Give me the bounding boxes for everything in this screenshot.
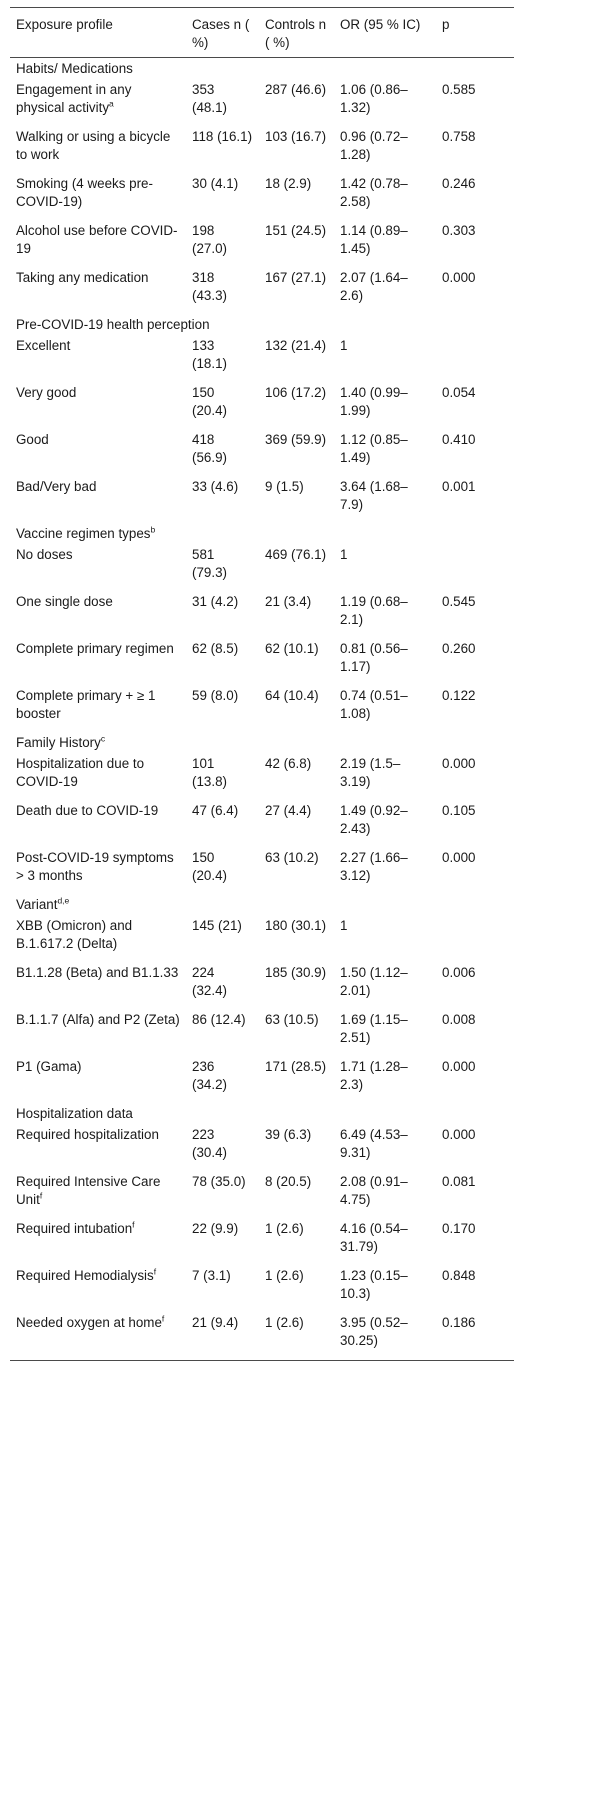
exposure-profile-table (10, 7, 514, 1361)
section-label: Family History$^c$ (16, 733, 106, 750)
p-value-cell: 0.008 (442, 1012, 476, 1027)
cases-cell: 198 (27.0) (192, 223, 227, 256)
section-header-row (10, 523, 514, 544)
exposure-cell: Required Intensive Care Unit$^f$ (16, 1174, 161, 1207)
p-value-cell: 0.848 (442, 1268, 476, 1283)
footnote-marker: a (109, 98, 114, 109)
controls-cell: 63 (10.5) (265, 1012, 319, 1027)
exposure-cell: Hospitalization due to COVID-19 (16, 756, 145, 789)
odds-ratio-cell: 1.71 (1.28–2.3) (340, 1059, 408, 1092)
p-value-cell: 0.000 (442, 756, 476, 771)
section-header-row (10, 1103, 514, 1124)
exposure-cell: Alcohol use before COVID-19 (16, 223, 178, 256)
cases-cell: 581 (79.3) (192, 547, 227, 580)
table-row (10, 1312, 514, 1361)
controls-cell: 106 (17.2) (265, 385, 327, 400)
controls-cell: 167 (27.1) (265, 270, 327, 285)
cases-cell: 318 (43.3) (192, 270, 227, 303)
controls-cell: 62 (10.1) (265, 641, 319, 656)
controls-cell: 185 (30.9) (265, 965, 327, 980)
controls-cell: 1 (2.6) (259, 1312, 334, 1361)
cases-cell: 101 (13.8) (192, 756, 227, 789)
cases-cell: 150 (20.4) (192, 385, 227, 418)
cases-cell: 21 (9.4) (186, 1312, 259, 1361)
table-row (10, 173, 514, 220)
odds-ratio-cell: 0.81 (0.56–1.17) (340, 641, 408, 674)
table-row (10, 753, 514, 800)
footnote-marker: f (39, 1190, 43, 1201)
footnote-marker: d,e (57, 895, 70, 906)
controls-cell: 287 (46.6) (265, 82, 327, 97)
table-row (10, 915, 514, 962)
footnote-marker: b (150, 524, 156, 535)
odds-ratio-cell: 1.06 (0.86–1.32) (340, 82, 408, 115)
section-label: Vaccine regimen types$^b$ (16, 524, 156, 541)
table-row (10, 1171, 514, 1218)
cases-cell: 33 (4.6) (192, 479, 239, 494)
controls-cell: 180 (30.1) (265, 918, 327, 933)
cases-cell: 22 (9.9) (192, 1221, 239, 1236)
cases-cell: 47 (6.4) (192, 803, 239, 818)
table-row (10, 1124, 514, 1171)
odds-ratio-cell: 1.12 (0.85–1.49) (340, 432, 408, 465)
header-p: p (436, 8, 514, 58)
exposure-cell: Complete primary + ≥ 1 booster (16, 688, 156, 721)
table-row (10, 220, 514, 267)
section-header-row (10, 732, 514, 753)
controls-cell: 132 (21.4) (265, 338, 327, 353)
p-value-cell: 0.081 (442, 1174, 476, 1189)
odds-ratio-cell: 1.40 (0.99–1.99) (340, 385, 408, 418)
odds-ratio-cell: 1.14 (0.89–1.45) (340, 223, 408, 256)
table-row (10, 685, 514, 732)
cases-cell: 236 (34.2) (192, 1059, 227, 1092)
table-row (10, 591, 514, 638)
header-controls: Controls n ( %) (259, 8, 334, 58)
exposure-cell: Bad/Very bad (16, 479, 97, 494)
odds-ratio-cell: 2.19 (1.5–3.19) (340, 756, 401, 789)
p-value-cell: 0.122 (442, 688, 476, 703)
p-value-cell (436, 915, 514, 962)
exposure-cell: Good (16, 432, 49, 447)
exposure-cell: No doses (16, 547, 73, 562)
p-value-cell: 0.246 (442, 176, 476, 191)
section-header-row (10, 314, 514, 335)
section-label: Habits/ Medications (16, 61, 133, 76)
footnote-marker: f (161, 1313, 165, 1324)
p-value-cell: 0.000 (442, 270, 476, 285)
controls-cell: 63 (10.2) (265, 850, 319, 865)
odds-ratio-cell: 1 (340, 918, 348, 933)
section-header-row (10, 58, 514, 80)
controls-cell: 103 (16.7) (265, 129, 327, 144)
cases-cell: 30 (4.1) (192, 176, 239, 191)
p-value-cell: 0.170 (442, 1221, 476, 1236)
odds-ratio-cell: 1 (340, 338, 348, 353)
p-value-cell: 0.303 (442, 223, 476, 238)
controls-cell: 42 (6.8) (265, 756, 312, 771)
exposure-cell: One single dose (16, 594, 113, 609)
cases-cell: 418 (56.9) (192, 432, 227, 465)
cases-cell: 224 (32.4) (192, 965, 227, 998)
header-cases: Cases n ( %) (186, 8, 259, 58)
exposure-cell: Complete primary regimen (16, 641, 174, 656)
exposure-cell: Excellent (16, 338, 71, 353)
table-row (10, 1218, 514, 1265)
controls-cell: 171 (28.5) (265, 1059, 327, 1074)
table-row (10, 79, 514, 126)
controls-cell: 21 (3.4) (265, 594, 312, 609)
exposure-cell: P1 (Gama) (16, 1059, 82, 1074)
cases-cell: 150 (20.4) (192, 850, 227, 883)
table-header (10, 8, 514, 58)
odds-ratio-cell: 1.69 (1.15–2.51) (340, 1012, 408, 1045)
section-label: Hospitalization data (16, 1106, 133, 1121)
exposure-cell: B1.1.28 (Beta) and B1.1.33 (16, 965, 179, 980)
exposure-cell: XBB (Omicron) and B.1.617.2 (Delta) (16, 918, 133, 951)
table-row (10, 267, 514, 314)
p-value-cell: 0.410 (442, 432, 476, 447)
table-row (10, 638, 514, 685)
odds-ratio-cell: 2.07 (1.64–2.6) (340, 270, 408, 303)
odds-ratio-cell: 6.49 (4.53–9.31) (340, 1127, 408, 1160)
table-row (10, 800, 514, 847)
exposure-cell: Engagement in any physical activity$^a$ (16, 82, 132, 115)
p-value-cell: 0.545 (442, 594, 476, 609)
odds-ratio-cell: 3.64 (1.68–7.9) (340, 479, 408, 512)
p-value-cell (436, 544, 514, 591)
table-row (10, 382, 514, 429)
odds-ratio-cell: 4.16 (0.54–31.79) (340, 1221, 408, 1254)
section-header-row (10, 894, 514, 915)
table-row (10, 847, 514, 894)
p-value-cell: 0.186 (436, 1312, 514, 1361)
table-row (10, 1056, 514, 1103)
p-value-cell: 0.054 (442, 385, 476, 400)
exposure-cell: Taking any medication (16, 270, 149, 285)
controls-cell: 27 (4.4) (265, 803, 312, 818)
p-value-cell: 0.260 (442, 641, 476, 656)
controls-cell: 469 (76.1) (265, 547, 327, 562)
footnote-marker: f (132, 1219, 135, 1230)
controls-cell: 369 (59.9) (265, 432, 327, 447)
p-value-cell: 0.105 (442, 803, 476, 818)
odds-ratio-cell: 1.19 (0.68–2.1) (340, 594, 408, 627)
controls-cell: 18 (2.9) (265, 176, 312, 191)
exposure-cell: Required intubation$^f$ (16, 1219, 135, 1236)
odds-ratio-cell: 2.27 (1.66–3.12) (340, 850, 408, 883)
header-row (10, 8, 514, 58)
cases-cell: 7 (3.1) (192, 1268, 231, 1283)
controls-cell: 39 (6.3) (265, 1127, 312, 1142)
header-exposure-profile: Exposure profile (10, 8, 186, 58)
odds-ratio-cell: 1.49 (0.92–2.43) (340, 803, 408, 836)
p-value-cell: 0.001 (442, 479, 476, 494)
odds-ratio-cell: 0.74 (0.51–1.08) (340, 688, 408, 721)
cases-cell: 62 (8.5) (192, 641, 239, 656)
exposure-cell: Death due to COVID-19 (16, 803, 159, 818)
section-label: Variant$^{d,e}$ (16, 895, 70, 912)
exposure-cell: Smoking (4 weeks pre-COVID-19) (16, 176, 153, 209)
cases-cell: 31 (4.2) (192, 594, 239, 609)
cases-cell: 145 (21) (192, 918, 242, 933)
odds-ratio-cell: 0.96 (0.72–1.28) (340, 129, 408, 162)
table-row (10, 544, 514, 591)
controls-cell: 1 (2.6) (265, 1268, 304, 1283)
exposure-cell: Post-COVID-19 symptoms > 3 months (16, 850, 174, 883)
p-value-cell: 0.585 (442, 82, 476, 97)
controls-cell: 8 (20.5) (265, 1174, 312, 1189)
table-row (10, 476, 514, 523)
cases-cell: 118 (16.1) (192, 129, 253, 144)
table-body (10, 58, 514, 1361)
p-value-cell: 0.000 (442, 1127, 476, 1142)
exposure-cell: Required hospitalization (16, 1127, 159, 1142)
cases-cell: 78 (35.0) (192, 1174, 246, 1189)
p-value-cell (436, 335, 514, 382)
table-row (10, 1009, 514, 1056)
cases-cell: 59 (8.0) (192, 688, 239, 703)
cases-cell: 353 (48.1) (192, 82, 227, 115)
exposure-cell: Very good (16, 385, 77, 400)
odds-ratio-cell: 1.23 (0.15–10.3) (340, 1268, 408, 1301)
odds-ratio-cell: 3.95 (0.52–30.25) (334, 1312, 436, 1361)
p-value-cell: 0.006 (442, 965, 476, 980)
odds-ratio-cell: 1.42 (0.78–2.58) (340, 176, 408, 209)
cases-cell: 133 (18.1) (192, 338, 227, 371)
footnote-marker: c (100, 733, 106, 744)
odds-ratio-cell: 1 (340, 547, 348, 562)
p-value-cell: 0.000 (442, 850, 476, 865)
controls-cell: 1 (2.6) (265, 1221, 304, 1236)
table-row (10, 126, 514, 173)
controls-cell: 151 (24.5) (265, 223, 327, 238)
controls-cell: 9 (1.5) (265, 479, 304, 494)
exposure-cell: Walking or using a bicycle to work (16, 129, 171, 162)
section-label: Pre-COVID-19 health perception (16, 317, 210, 332)
odds-ratio-cell: 1.50 (1.12–2.01) (340, 965, 408, 998)
p-value-cell: 0.000 (442, 1059, 476, 1074)
table-row (10, 962, 514, 1009)
cases-cell: 223 (30.4) (192, 1127, 227, 1160)
cases-cell: 86 (12.4) (192, 1012, 246, 1027)
odds-ratio-cell: 2.08 (0.91–4.75) (340, 1174, 408, 1207)
table-row (10, 1265, 514, 1312)
table-row (10, 335, 514, 382)
header-or: OR (95 % IC) (334, 8, 436, 58)
exposure-cell: Required Hemodialysis$^f$ (16, 1266, 157, 1283)
exposure-cell: Needed oxygen at home$^f$ (10, 1312, 186, 1361)
p-value-cell: 0.758 (442, 129, 476, 144)
table-row (10, 429, 514, 476)
exposure-cell: B.1.1.7 (Alfa) and P2 (Zeta) (16, 1012, 180, 1027)
controls-cell: 64 (10.4) (265, 688, 319, 703)
footnote-marker: f (153, 1266, 157, 1277)
